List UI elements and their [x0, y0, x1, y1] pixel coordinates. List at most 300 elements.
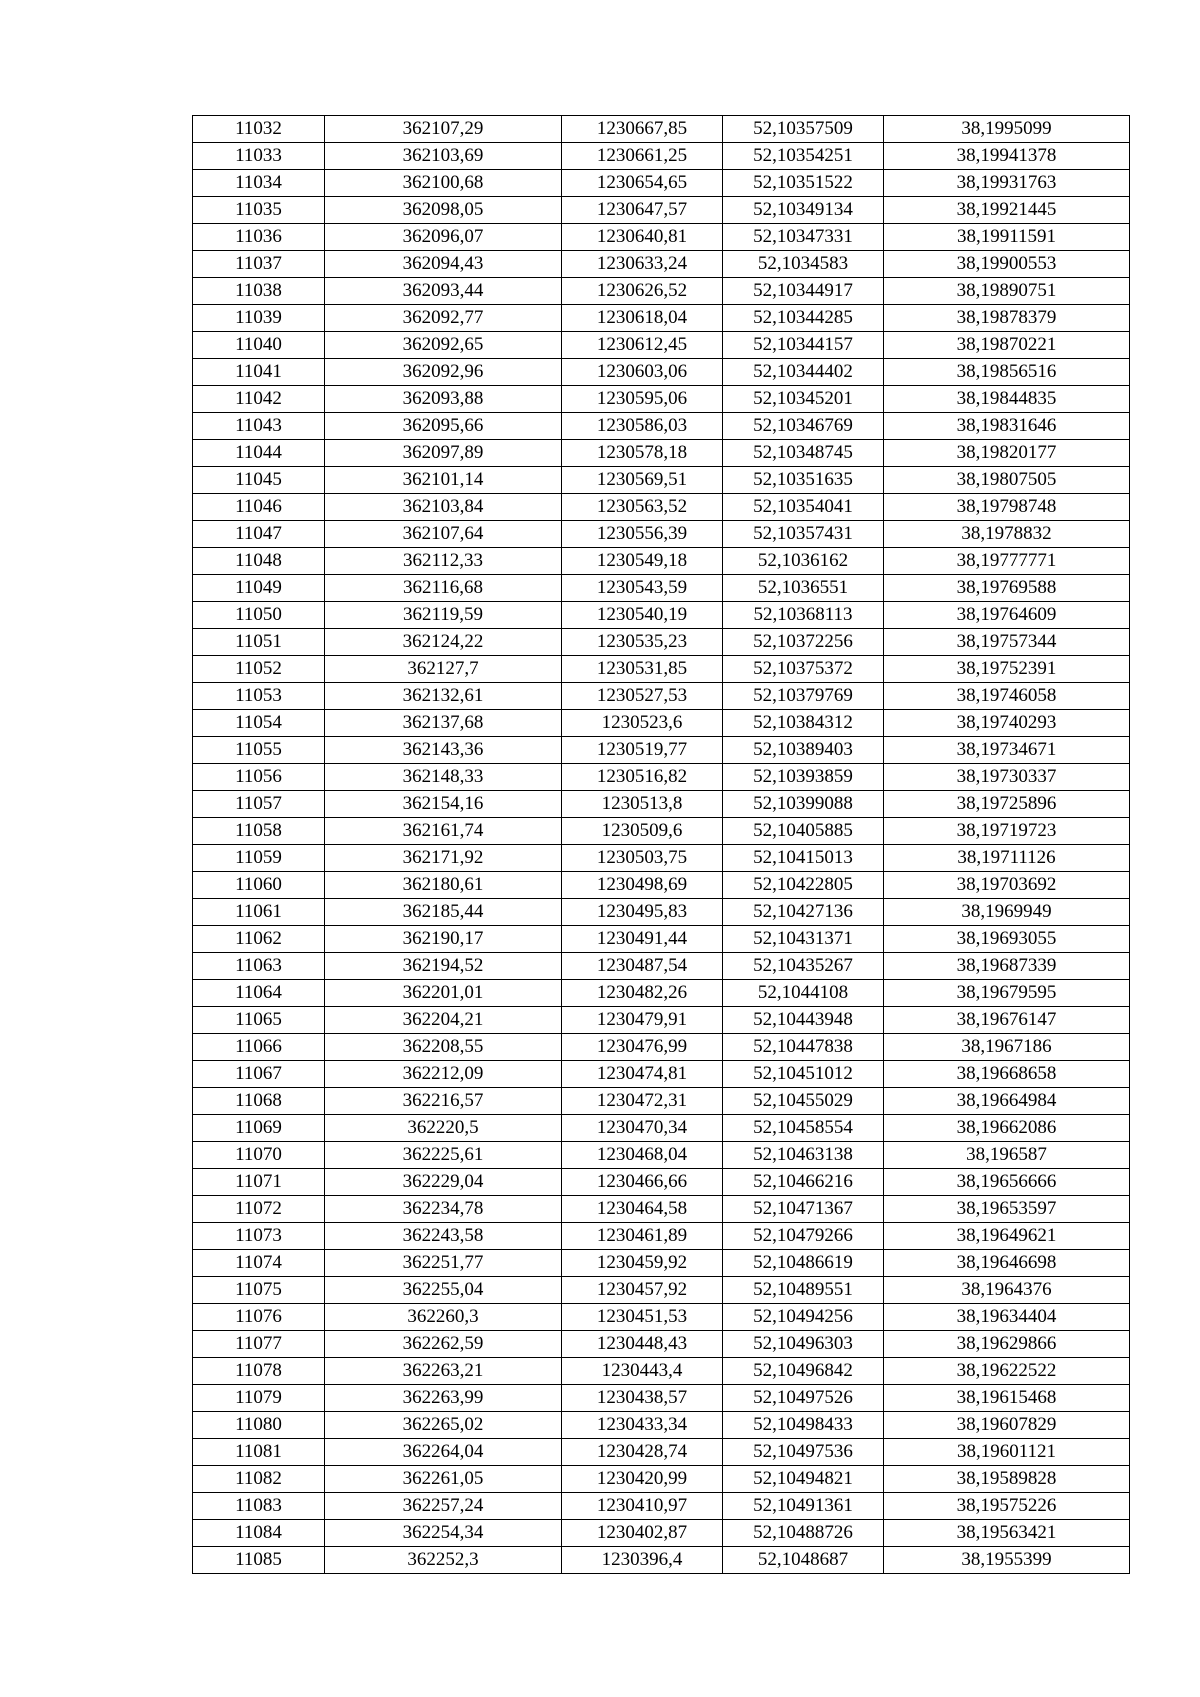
longitude-cell: 38,19931763: [884, 170, 1130, 197]
longitude-cell: 38,19662086: [884, 1115, 1130, 1142]
point-number-cell: 11046: [193, 494, 325, 521]
point-number-cell: 11040: [193, 332, 325, 359]
point-number-cell: 11070: [193, 1142, 325, 1169]
y-coordinate-cell: 1230396,4: [562, 1547, 723, 1574]
longitude-cell: 38,19622522: [884, 1358, 1130, 1385]
longitude-cell: 38,19730337: [884, 764, 1130, 791]
point-number-cell: 11063: [193, 953, 325, 980]
latitude-cell: 52,10344917: [723, 278, 884, 305]
longitude-cell: 38,19563421: [884, 1520, 1130, 1547]
latitude-cell: 52,1036162: [723, 548, 884, 575]
x-coordinate-cell: 362262,59: [325, 1331, 562, 1358]
latitude-cell: 52,10488726: [723, 1520, 884, 1547]
table-row: [193, 1493, 1130, 1520]
y-coordinate-cell: 1230461,89: [562, 1223, 723, 1250]
latitude-cell: 52,10379769: [723, 683, 884, 710]
longitude-cell: 38,19679595: [884, 980, 1130, 1007]
y-coordinate-cell: 1230618,04: [562, 305, 723, 332]
longitude-cell: 38,1978832: [884, 521, 1130, 548]
point-number-cell: 11041: [193, 359, 325, 386]
latitude-cell: 52,10458554: [723, 1115, 884, 1142]
table-row: [193, 1439, 1130, 1466]
coordinates-table-body: [193, 116, 1130, 1574]
y-coordinate-cell: 1230516,82: [562, 764, 723, 791]
longitude-cell: 38,19856516: [884, 359, 1130, 386]
table-row: [193, 737, 1130, 764]
latitude-cell: 52,10494256: [723, 1304, 884, 1331]
longitude-cell: 38,19900553: [884, 251, 1130, 278]
point-number-cell: 11034: [193, 170, 325, 197]
table-row: [193, 305, 1130, 332]
latitude-cell: 52,10415013: [723, 845, 884, 872]
y-coordinate-cell: 1230479,91: [562, 1007, 723, 1034]
latitude-cell: 52,10479266: [723, 1223, 884, 1250]
latitude-cell: 52,10372256: [723, 629, 884, 656]
point-number-cell: 11084: [193, 1520, 325, 1547]
point-number-cell: 11069: [193, 1115, 325, 1142]
y-coordinate-cell: 1230612,45: [562, 332, 723, 359]
longitude-cell: 38,19870221: [884, 332, 1130, 359]
x-coordinate-cell: 362116,68: [325, 575, 562, 602]
y-coordinate-cell: 1230464,58: [562, 1196, 723, 1223]
longitude-cell: 38,19607829: [884, 1412, 1130, 1439]
point-number-cell: 11036: [193, 224, 325, 251]
y-coordinate-cell: 1230498,69: [562, 872, 723, 899]
y-coordinate-cell: 1230503,75: [562, 845, 723, 872]
table-row: [193, 332, 1130, 359]
x-coordinate-cell: 362132,61: [325, 683, 562, 710]
x-coordinate-cell: 362094,43: [325, 251, 562, 278]
table-row: [193, 1007, 1130, 1034]
latitude-cell: 52,10427136: [723, 899, 884, 926]
longitude-cell: 38,19634404: [884, 1304, 1130, 1331]
y-coordinate-cell: 1230487,54: [562, 953, 723, 980]
table-row: [193, 1250, 1130, 1277]
longitude-cell: 38,19734671: [884, 737, 1130, 764]
table-row: [193, 899, 1130, 926]
table-row: [193, 629, 1130, 656]
table-row: [193, 845, 1130, 872]
y-coordinate-cell: 1230640,81: [562, 224, 723, 251]
x-coordinate-cell: 362098,05: [325, 197, 562, 224]
longitude-cell: 38,1955399: [884, 1547, 1130, 1574]
latitude-cell: 52,10491361: [723, 1493, 884, 1520]
y-coordinate-cell: 1230433,34: [562, 1412, 723, 1439]
y-coordinate-cell: 1230667,85: [562, 116, 723, 143]
latitude-cell: 52,10422805: [723, 872, 884, 899]
longitude-cell: 38,19764609: [884, 602, 1130, 629]
table-row: [193, 1304, 1130, 1331]
y-coordinate-cell: 1230474,81: [562, 1061, 723, 1088]
x-coordinate-cell: 362103,84: [325, 494, 562, 521]
x-coordinate-cell: 362220,5: [325, 1115, 562, 1142]
longitude-cell: 38,19646698: [884, 1250, 1130, 1277]
table-row: [193, 1115, 1130, 1142]
x-coordinate-cell: 362137,68: [325, 710, 562, 737]
longitude-cell: 38,19664984: [884, 1088, 1130, 1115]
latitude-cell: 52,10466216: [723, 1169, 884, 1196]
x-coordinate-cell: 362148,33: [325, 764, 562, 791]
x-coordinate-cell: 362107,29: [325, 116, 562, 143]
table-row: [193, 1034, 1130, 1061]
latitude-cell: 52,10346769: [723, 413, 884, 440]
longitude-cell: 38,19656666: [884, 1169, 1130, 1196]
latitude-cell: 52,10345201: [723, 386, 884, 413]
x-coordinate-cell: 362204,21: [325, 1007, 562, 1034]
point-number-cell: 11045: [193, 467, 325, 494]
x-coordinate-cell: 362194,52: [325, 953, 562, 980]
longitude-cell: 38,1969949: [884, 899, 1130, 926]
x-coordinate-cell: 362252,3: [325, 1547, 562, 1574]
y-coordinate-cell: 1230509,6: [562, 818, 723, 845]
point-number-cell: 11053: [193, 683, 325, 710]
table-row: [193, 1358, 1130, 1385]
x-coordinate-cell: 362127,7: [325, 656, 562, 683]
point-number-cell: 11062: [193, 926, 325, 953]
table-row: [193, 251, 1130, 278]
y-coordinate-cell: 1230491,44: [562, 926, 723, 953]
latitude-cell: 52,10389403: [723, 737, 884, 764]
point-number-cell: 11066: [193, 1034, 325, 1061]
x-coordinate-cell: 362243,58: [325, 1223, 562, 1250]
longitude-cell: 38,1967186: [884, 1034, 1130, 1061]
latitude-cell: 52,10463138: [723, 1142, 884, 1169]
point-number-cell: 11067: [193, 1061, 325, 1088]
x-coordinate-cell: 362096,07: [325, 224, 562, 251]
point-number-cell: 11079: [193, 1385, 325, 1412]
x-coordinate-cell: 362171,92: [325, 845, 562, 872]
point-number-cell: 11057: [193, 791, 325, 818]
latitude-cell: 52,10351522: [723, 170, 884, 197]
longitude-cell: 38,19769588: [884, 575, 1130, 602]
x-coordinate-cell: 362255,04: [325, 1277, 562, 1304]
table-row: [193, 656, 1130, 683]
longitude-cell: 38,19711126: [884, 845, 1130, 872]
y-coordinate-cell: 1230535,23: [562, 629, 723, 656]
longitude-cell: 38,19807505: [884, 467, 1130, 494]
table-row: [193, 764, 1130, 791]
point-number-cell: 11083: [193, 1493, 325, 1520]
table-row: [193, 1385, 1130, 1412]
y-coordinate-cell: 1230523,6: [562, 710, 723, 737]
point-number-cell: 11082: [193, 1466, 325, 1493]
y-coordinate-cell: 1230451,53: [562, 1304, 723, 1331]
table-row: [193, 818, 1130, 845]
y-coordinate-cell: 1230410,97: [562, 1493, 723, 1520]
y-coordinate-cell: 1230476,99: [562, 1034, 723, 1061]
y-coordinate-cell: 1230603,06: [562, 359, 723, 386]
table-row: [193, 1196, 1130, 1223]
latitude-cell: 52,10348745: [723, 440, 884, 467]
point-number-cell: 11048: [193, 548, 325, 575]
latitude-cell: 52,10443948: [723, 1007, 884, 1034]
table-row: [193, 548, 1130, 575]
x-coordinate-cell: 362216,57: [325, 1088, 562, 1115]
y-coordinate-cell: 1230578,18: [562, 440, 723, 467]
table-row: [193, 1277, 1130, 1304]
y-coordinate-cell: 1230543,59: [562, 575, 723, 602]
point-number-cell: 11085: [193, 1547, 325, 1574]
y-coordinate-cell: 1230438,57: [562, 1385, 723, 1412]
point-number-cell: 11039: [193, 305, 325, 332]
latitude-cell: 52,1048687: [723, 1547, 884, 1574]
table-row: [193, 710, 1130, 737]
latitude-cell: 52,10435267: [723, 953, 884, 980]
y-coordinate-cell: 1230448,43: [562, 1331, 723, 1358]
point-number-cell: 11074: [193, 1250, 325, 1277]
y-coordinate-cell: 1230569,51: [562, 467, 723, 494]
y-coordinate-cell: 1230540,19: [562, 602, 723, 629]
point-number-cell: 11055: [193, 737, 325, 764]
x-coordinate-cell: 362119,59: [325, 602, 562, 629]
y-coordinate-cell: 1230457,92: [562, 1277, 723, 1304]
longitude-cell: 38,19740293: [884, 710, 1130, 737]
table-row: [193, 440, 1130, 467]
y-coordinate-cell: 1230420,99: [562, 1466, 723, 1493]
y-coordinate-cell: 1230527,53: [562, 683, 723, 710]
longitude-cell: 38,1964376: [884, 1277, 1130, 1304]
point-number-cell: 11056: [193, 764, 325, 791]
x-coordinate-cell: 362180,61: [325, 872, 562, 899]
table-row: [193, 602, 1130, 629]
point-number-cell: 11073: [193, 1223, 325, 1250]
longitude-cell: 38,19725896: [884, 791, 1130, 818]
x-coordinate-cell: 362161,74: [325, 818, 562, 845]
latitude-cell: 52,10351635: [723, 467, 884, 494]
table-row: [193, 359, 1130, 386]
table-row: [193, 1142, 1130, 1169]
longitude-cell: 38,19820177: [884, 440, 1130, 467]
y-coordinate-cell: 1230556,39: [562, 521, 723, 548]
x-coordinate-cell: 362234,78: [325, 1196, 562, 1223]
latitude-cell: 52,10497536: [723, 1439, 884, 1466]
point-number-cell: 11049: [193, 575, 325, 602]
point-number-cell: 11054: [193, 710, 325, 737]
point-number-cell: 11072: [193, 1196, 325, 1223]
longitude-cell: 38,19653597: [884, 1196, 1130, 1223]
y-coordinate-cell: 1230549,18: [562, 548, 723, 575]
y-coordinate-cell: 1230470,34: [562, 1115, 723, 1142]
latitude-cell: 52,1044108: [723, 980, 884, 1007]
x-coordinate-cell: 362261,05: [325, 1466, 562, 1493]
y-coordinate-cell: 1230428,74: [562, 1439, 723, 1466]
y-coordinate-cell: 1230472,31: [562, 1088, 723, 1115]
point-number-cell: 11058: [193, 818, 325, 845]
y-coordinate-cell: 1230513,8: [562, 791, 723, 818]
latitude-cell: 52,10451012: [723, 1061, 884, 1088]
point-number-cell: 11050: [193, 602, 325, 629]
point-number-cell: 11065: [193, 1007, 325, 1034]
x-coordinate-cell: 362260,3: [325, 1304, 562, 1331]
longitude-cell: 38,19615468: [884, 1385, 1130, 1412]
table-row: [193, 872, 1130, 899]
point-number-cell: 11035: [193, 197, 325, 224]
y-coordinate-cell: 1230495,83: [562, 899, 723, 926]
point-number-cell: 11051: [193, 629, 325, 656]
y-coordinate-cell: 1230586,03: [562, 413, 723, 440]
table-row: [193, 1169, 1130, 1196]
x-coordinate-cell: 362103,69: [325, 143, 562, 170]
latitude-cell: 52,10486619: [723, 1250, 884, 1277]
table-row: [193, 170, 1130, 197]
table-row: [193, 1412, 1130, 1439]
point-number-cell: 11081: [193, 1439, 325, 1466]
point-number-cell: 11061: [193, 899, 325, 926]
x-coordinate-cell: 362251,77: [325, 1250, 562, 1277]
point-number-cell: 11080: [193, 1412, 325, 1439]
longitude-cell: 38,19798748: [884, 494, 1130, 521]
x-coordinate-cell: 362112,33: [325, 548, 562, 575]
x-coordinate-cell: 362124,22: [325, 629, 562, 656]
latitude-cell: 52,10393859: [723, 764, 884, 791]
x-coordinate-cell: 362093,88: [325, 386, 562, 413]
x-coordinate-cell: 362092,96: [325, 359, 562, 386]
table-row: [193, 521, 1130, 548]
latitude-cell: 52,10357509: [723, 116, 884, 143]
longitude-cell: 38,19668658: [884, 1061, 1130, 1088]
table-row: [193, 1520, 1130, 1547]
longitude-cell: 38,19575226: [884, 1493, 1130, 1520]
longitude-cell: 38,19703692: [884, 872, 1130, 899]
x-coordinate-cell: 362154,16: [325, 791, 562, 818]
x-coordinate-cell: 362212,09: [325, 1061, 562, 1088]
table-row: [193, 683, 1130, 710]
x-coordinate-cell: 362265,02: [325, 1412, 562, 1439]
longitude-cell: 38,19649621: [884, 1223, 1130, 1250]
point-number-cell: 11043: [193, 413, 325, 440]
point-number-cell: 11038: [193, 278, 325, 305]
longitude-cell: 38,19890751: [884, 278, 1130, 305]
point-number-cell: 11078: [193, 1358, 325, 1385]
x-coordinate-cell: 362229,04: [325, 1169, 562, 1196]
table-row: [193, 1466, 1130, 1493]
y-coordinate-cell: 1230626,52: [562, 278, 723, 305]
longitude-cell: 38,19752391: [884, 656, 1130, 683]
longitude-cell: 38,19601121: [884, 1439, 1130, 1466]
x-coordinate-cell: 362225,61: [325, 1142, 562, 1169]
latitude-cell: 52,10497526: [723, 1385, 884, 1412]
point-number-cell: 11076: [193, 1304, 325, 1331]
table-row: [193, 1331, 1130, 1358]
latitude-cell: 52,10347331: [723, 224, 884, 251]
x-coordinate-cell: 362093,44: [325, 278, 562, 305]
coordinates-table: [192, 115, 1130, 1574]
longitude-cell: 38,19878379: [884, 305, 1130, 332]
x-coordinate-cell: 362185,44: [325, 899, 562, 926]
table-row: [193, 1547, 1130, 1574]
latitude-cell: 52,10344157: [723, 332, 884, 359]
point-number-cell: 11064: [193, 980, 325, 1007]
latitude-cell: 52,10344285: [723, 305, 884, 332]
x-coordinate-cell: 362092,77: [325, 305, 562, 332]
point-number-cell: 11077: [193, 1331, 325, 1358]
x-coordinate-cell: 362257,24: [325, 1493, 562, 1520]
latitude-cell: 52,10354041: [723, 494, 884, 521]
x-coordinate-cell: 362107,64: [325, 521, 562, 548]
y-coordinate-cell: 1230466,66: [562, 1169, 723, 1196]
point-number-cell: 11060: [193, 872, 325, 899]
table-row: [193, 467, 1130, 494]
longitude-cell: 38,19941378: [884, 143, 1130, 170]
point-number-cell: 11047: [193, 521, 325, 548]
longitude-cell: 38,19719723: [884, 818, 1130, 845]
x-coordinate-cell: 362263,99: [325, 1385, 562, 1412]
table-row: [193, 980, 1130, 1007]
latitude-cell: 52,10496842: [723, 1358, 884, 1385]
point-number-cell: 11068: [193, 1088, 325, 1115]
x-coordinate-cell: 362100,68: [325, 170, 562, 197]
point-number-cell: 11037: [193, 251, 325, 278]
point-number-cell: 11059: [193, 845, 325, 872]
latitude-cell: 52,10368113: [723, 602, 884, 629]
table-row: [193, 224, 1130, 251]
x-coordinate-cell: 362095,66: [325, 413, 562, 440]
x-coordinate-cell: 362201,01: [325, 980, 562, 1007]
latitude-cell: 52,10357431: [723, 521, 884, 548]
longitude-cell: 38,19831646: [884, 413, 1130, 440]
latitude-cell: 52,10354251: [723, 143, 884, 170]
longitude-cell: 38,19757344: [884, 629, 1130, 656]
longitude-cell: 38,1995099: [884, 116, 1130, 143]
latitude-cell: 52,10455029: [723, 1088, 884, 1115]
table-row: [193, 1088, 1130, 1115]
table-row: [193, 197, 1130, 224]
point-number-cell: 11032: [193, 116, 325, 143]
x-coordinate-cell: 362264,04: [325, 1439, 562, 1466]
table-row: [193, 494, 1130, 521]
table-row: [193, 386, 1130, 413]
table-row: [193, 1061, 1130, 1088]
table-row: [193, 143, 1130, 170]
table-row: [193, 953, 1130, 980]
y-coordinate-cell: 1230482,26: [562, 980, 723, 1007]
x-coordinate-cell: 362101,14: [325, 467, 562, 494]
y-coordinate-cell: 1230654,65: [562, 170, 723, 197]
longitude-cell: 38,19746058: [884, 683, 1130, 710]
y-coordinate-cell: 1230647,57: [562, 197, 723, 224]
y-coordinate-cell: 1230402,87: [562, 1520, 723, 1547]
x-coordinate-cell: 362092,65: [325, 332, 562, 359]
latitude-cell: 52,10489551: [723, 1277, 884, 1304]
y-coordinate-cell: 1230563,52: [562, 494, 723, 521]
y-coordinate-cell: 1230531,85: [562, 656, 723, 683]
longitude-cell: 38,19921445: [884, 197, 1130, 224]
table-row: [193, 926, 1130, 953]
latitude-cell: 52,10375372: [723, 656, 884, 683]
x-coordinate-cell: 362254,34: [325, 1520, 562, 1547]
table-row: [193, 278, 1130, 305]
point-number-cell: 11075: [193, 1277, 325, 1304]
point-number-cell: 11042: [193, 386, 325, 413]
point-number-cell: 11071: [193, 1169, 325, 1196]
y-coordinate-cell: 1230661,25: [562, 143, 723, 170]
latitude-cell: 52,10399088: [723, 791, 884, 818]
longitude-cell: 38,19589828: [884, 1466, 1130, 1493]
x-coordinate-cell: 362097,89: [325, 440, 562, 467]
latitude-cell: 52,1036551: [723, 575, 884, 602]
latitude-cell: 52,10344402: [723, 359, 884, 386]
x-coordinate-cell: 362190,17: [325, 926, 562, 953]
latitude-cell: 52,10384312: [723, 710, 884, 737]
table-row: [193, 1223, 1130, 1250]
y-coordinate-cell: 1230595,06: [562, 386, 723, 413]
latitude-cell: 52,10349134: [723, 197, 884, 224]
table-row: [193, 413, 1130, 440]
point-number-cell: 11033: [193, 143, 325, 170]
longitude-cell: 38,19629866: [884, 1331, 1130, 1358]
y-coordinate-cell: 1230443,4: [562, 1358, 723, 1385]
latitude-cell: 52,10471367: [723, 1196, 884, 1223]
